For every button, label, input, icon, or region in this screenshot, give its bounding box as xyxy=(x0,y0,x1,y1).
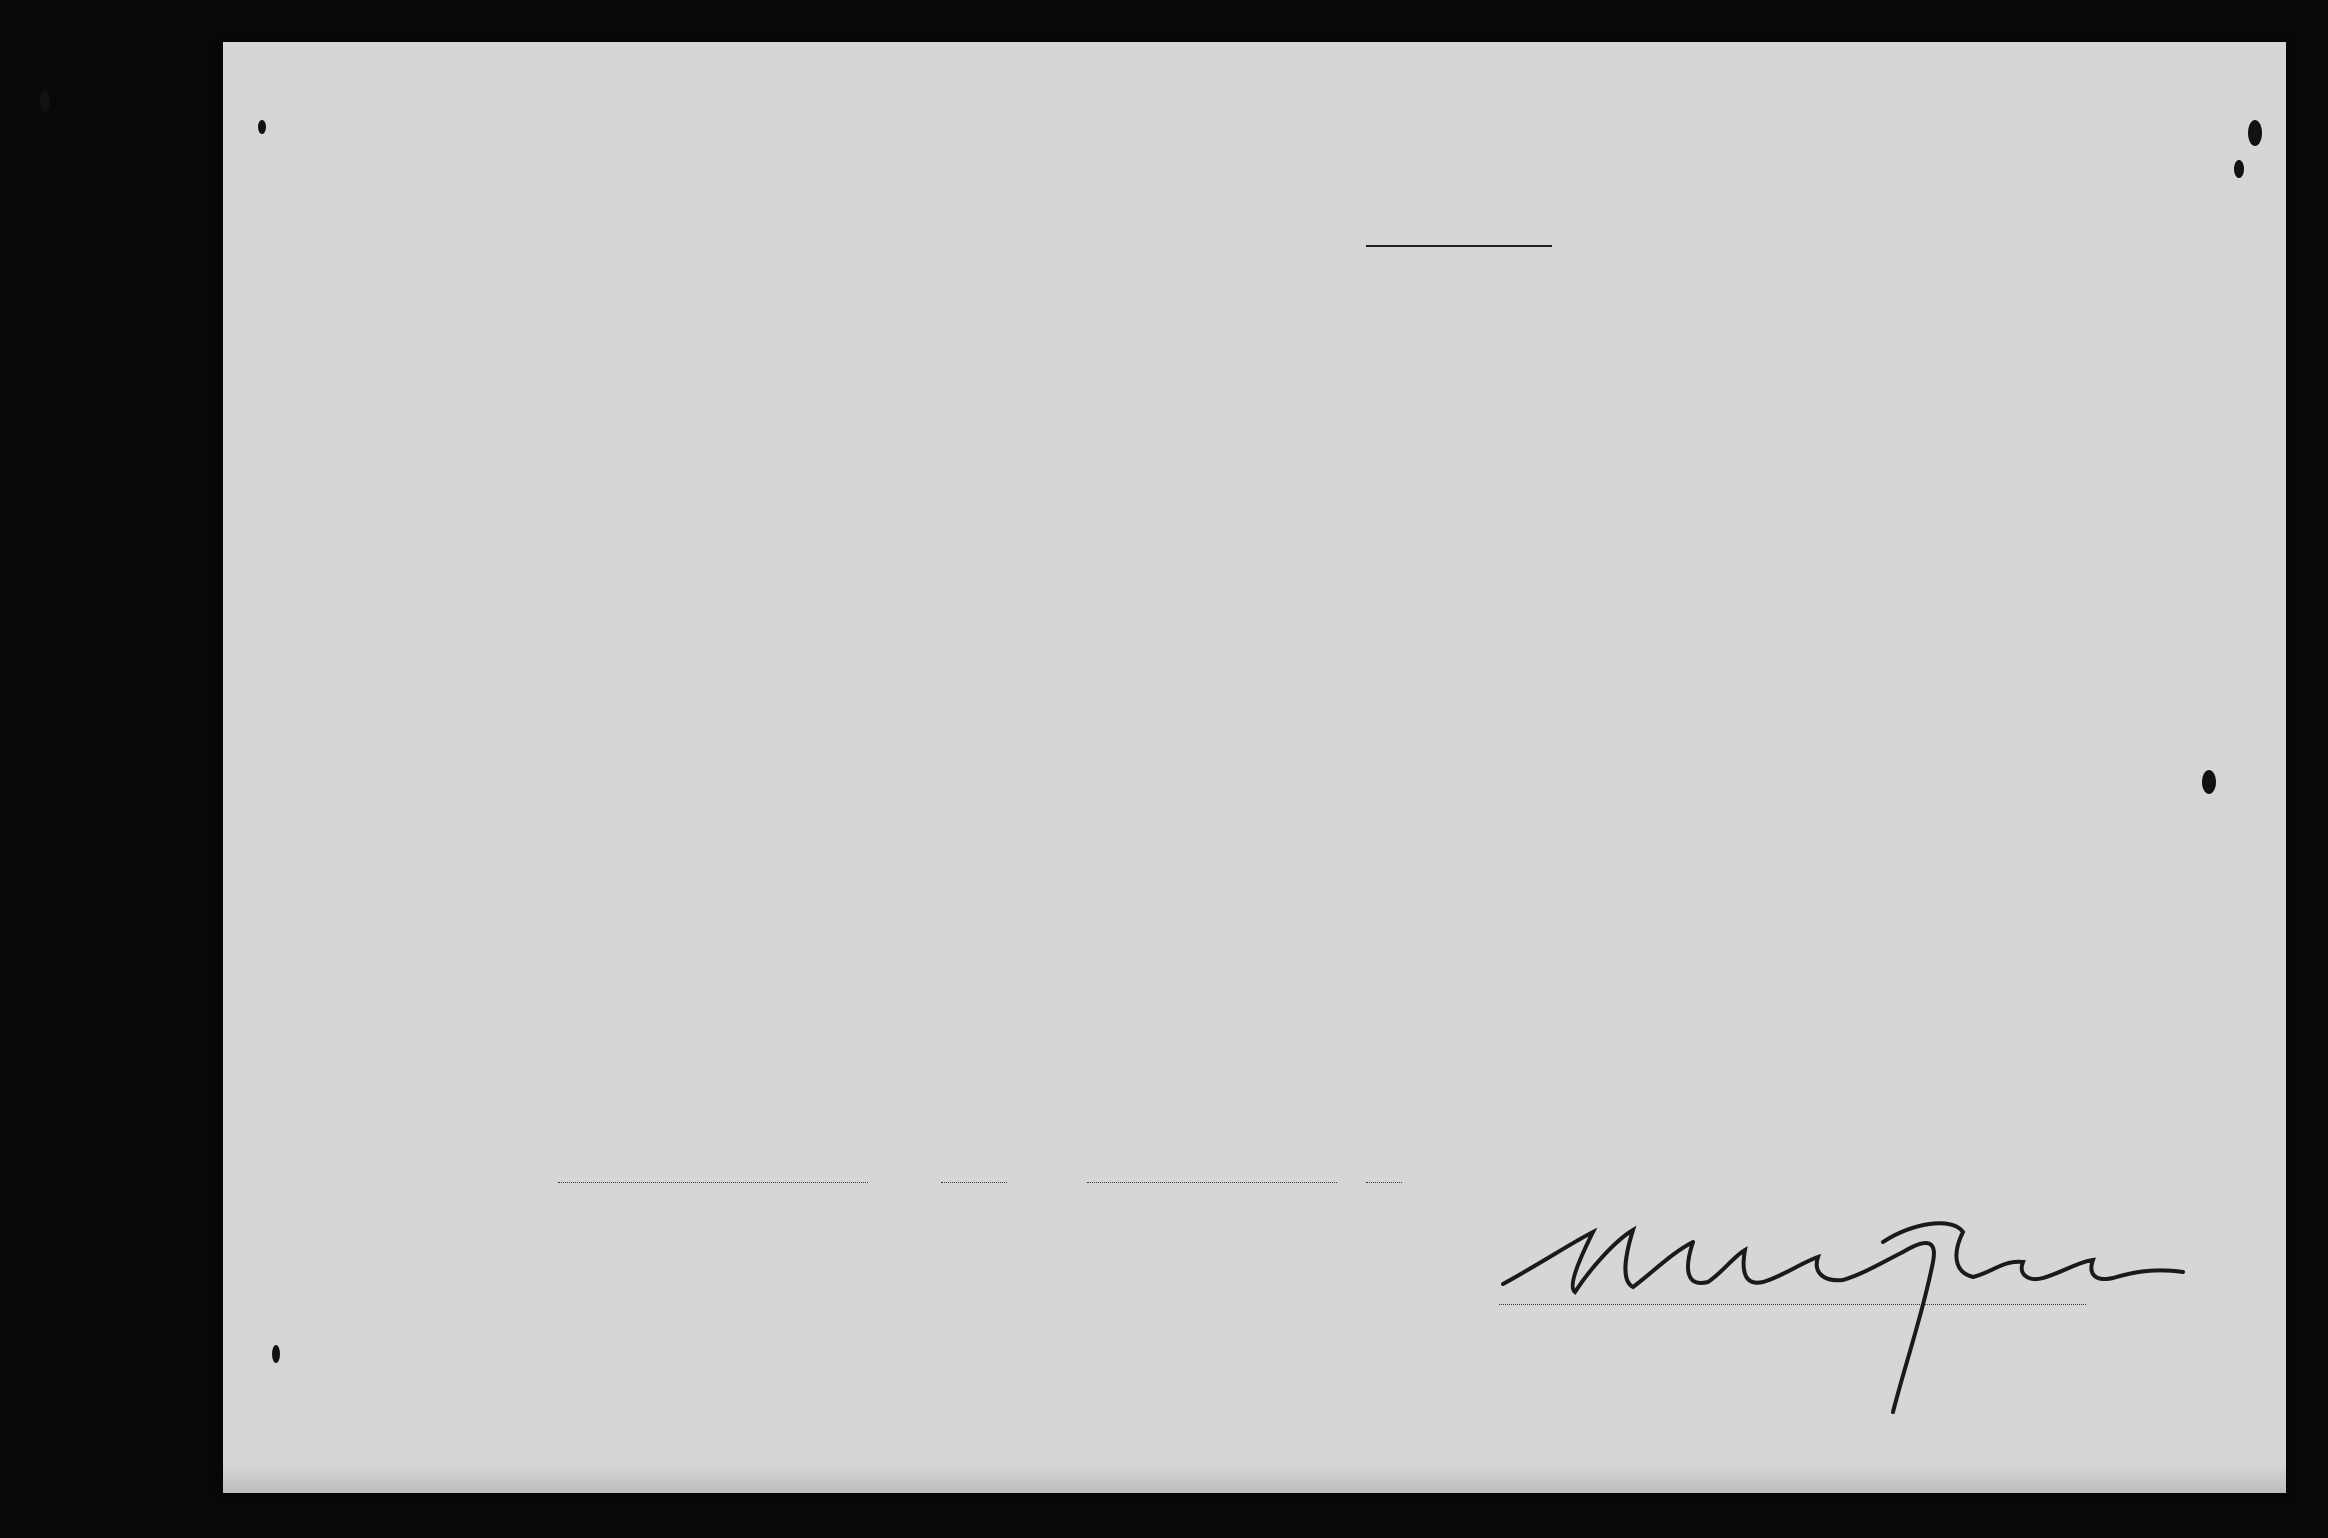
month-field xyxy=(1087,1160,1337,1183)
film-speck xyxy=(2248,120,2262,146)
arriving-at-field xyxy=(558,1160,868,1183)
film-speck xyxy=(2234,160,2244,178)
document-page xyxy=(223,42,2286,1493)
film-speck xyxy=(40,90,50,112)
year-field xyxy=(1366,1160,1402,1183)
film-speck xyxy=(272,1345,280,1363)
film-speck xyxy=(2202,770,2216,794)
title-rule xyxy=(1366,245,1552,247)
handwritten-signature xyxy=(1483,1202,2243,1432)
film-speck xyxy=(258,120,266,134)
day-field xyxy=(941,1160,1007,1183)
